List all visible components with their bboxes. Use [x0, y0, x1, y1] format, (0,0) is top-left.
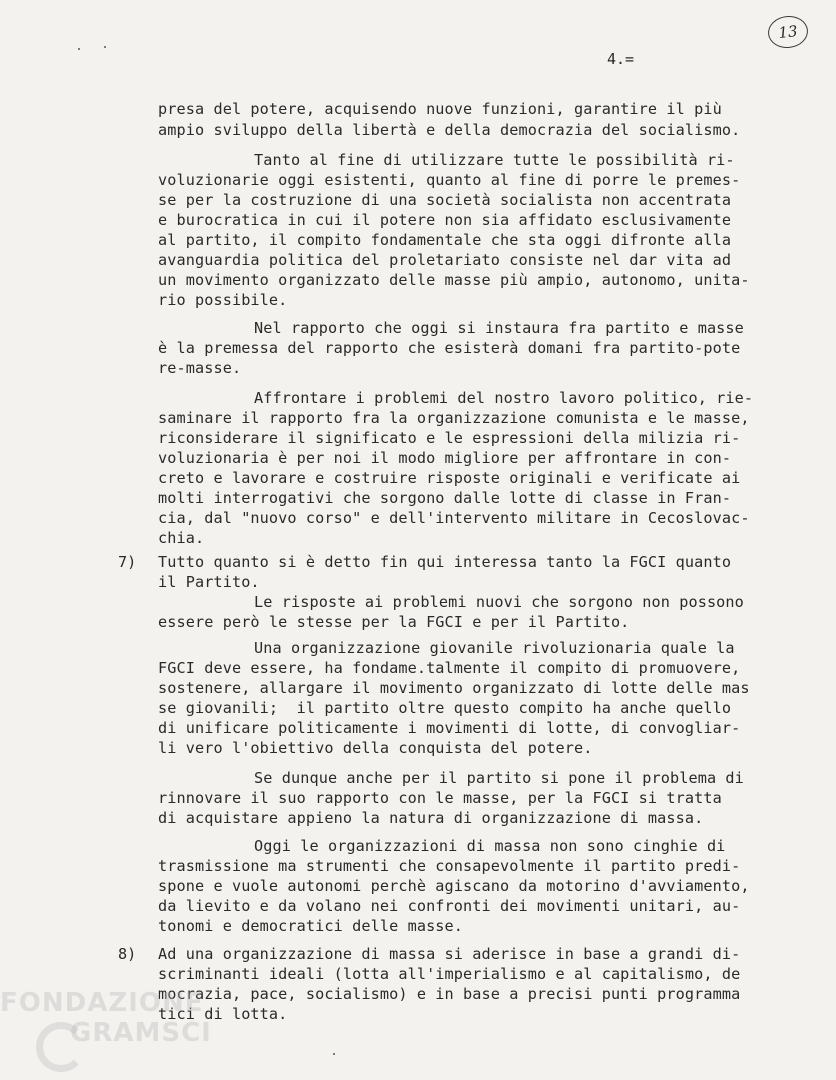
text-line: cia, dal "nuovo corso" e dell'intervento militare in Cecoslovac-: [158, 509, 750, 527]
text-line: rio possibile.: [158, 291, 288, 309]
text-line: sostenere, allargare il movimento organizzato di lotte delle mas: [158, 679, 750, 697]
text-line: mocrazia, pace, socialismo) e in base a precisi punti programma: [158, 985, 741, 1003]
text-line: tonomi e democratici delle masse.: [158, 917, 464, 935]
watermark-line-1: FONDAZIONE: [0, 988, 204, 1018]
text-line: avanguardia politica del proletariato consiste nel dar vita ad: [158, 251, 732, 269]
text-line: chia.: [158, 529, 205, 547]
text-line: creto e lavorare e costruire risposte originali e verificate ai: [158, 469, 741, 487]
paper-speck: [333, 1053, 335, 1055]
text-line: riconsiderare il significato e le espressioni della milizia ri-: [158, 429, 741, 447]
text-line: di acquistare appieno la natura di organizzazione di massa.: [158, 809, 704, 827]
text-line: trasmissione ma strumenti che consapevolmente il partito predi-: [158, 857, 741, 875]
text-line: li vero l'obiettivo della conquista del potere.: [158, 739, 593, 757]
text-line: tici di lotta.: [158, 1005, 288, 1023]
watermark-logo-icon: [36, 1022, 86, 1072]
text-line: Oggi le organizzazioni di massa non sono cinghie di: [254, 837, 726, 855]
text-line: se per la costruzione di una società socialista non accentrata: [158, 191, 732, 209]
text-line: di unificare politicamente i movimenti di lotte, di convogliar-: [158, 719, 741, 737]
text-line: essere però le stesse per la FGCI e per il Partito.: [158, 613, 630, 631]
text-line: saminare il rapporto fra la organizzazione comunista e le masse,: [158, 409, 750, 427]
text-line: rinnovare il suo rapporto con le masse, per la FGCI si tratta: [158, 789, 722, 807]
text-line: un movimento organizzato delle masse più ampio, autonomo, unita-: [158, 271, 750, 289]
watermark: [0, 988, 212, 1048]
watermark-line-2: GRAMSCI: [70, 1018, 212, 1048]
text-line: spone e vuole autonomi perchè agiscano da motorino d'avviamento,: [158, 877, 750, 895]
text-line: da lievito e da volano nei confronti dei movimenti unitari, au-: [158, 897, 741, 915]
paper-speck: [78, 48, 80, 50]
text-line: Se dunque anche per il partito si pone il problema di: [254, 769, 744, 787]
text-line: Affrontare i problemi del nostro lavoro politico, rie-: [254, 389, 754, 407]
text-line: Tanto al fine di utilizzare tutte le possibilità ri-: [254, 151, 735, 169]
text-line: Nel rapporto che oggi si instaura fra partito e masse: [254, 319, 744, 337]
text-line: è la premessa del rapporto che esisterà domani fra partito-pote: [158, 339, 741, 357]
text-line: Tutto quanto si è detto fin qui interessa tanto la FGCI quanto: [158, 553, 732, 571]
page-number: 4.=: [607, 50, 635, 68]
text-line: Le risposte ai problemi nuovi che sorgono non possono: [254, 593, 744, 611]
text-line: se giovanili; il partito oltre questo compito ha anche quello: [158, 699, 732, 717]
section-marker: 8): [118, 945, 137, 963]
section-marker: 7): [118, 553, 137, 571]
handwritten-page-number: 13: [766, 14, 809, 50]
text-line: il Partito.: [158, 573, 260, 591]
text-line: voluzionaria è per noi il modo migliore per affrontare in con-: [158, 449, 732, 467]
text-line: presa del potere, acquisendo nuove funzioni, garantire il più: [158, 100, 722, 118]
text-line: re-masse.: [158, 359, 242, 377]
text-line: FGCI deve essere, ha fondame.talmente il compito di promuovere,: [158, 659, 741, 677]
text-line: scriminanti ideali (lotta all'imperialismo e al capitalismo, de: [158, 965, 741, 983]
text-line: Una organizzazione giovanile rivoluzionaria quale la: [254, 639, 735, 657]
text-line: al partito, il compito fondamentale che sta oggi difronte alla: [158, 231, 732, 249]
text-line: e burocratica in cui il potere non sia affidato esclusivamente: [158, 211, 732, 229]
text-line: Ad una organizzazione di massa si aderisce in base a grandi di-: [158, 945, 741, 963]
text-line: voluzionarie oggi esistenti, quanto al fine di porre le premes-: [158, 171, 741, 189]
text-line: molti interrogativi che sorgono dalle lotte di classe in Fran-: [158, 489, 732, 507]
text-line: ampio sviluppo della libertà e della democrazia del socialismo.: [158, 121, 741, 139]
paper-speck: [104, 46, 106, 48]
